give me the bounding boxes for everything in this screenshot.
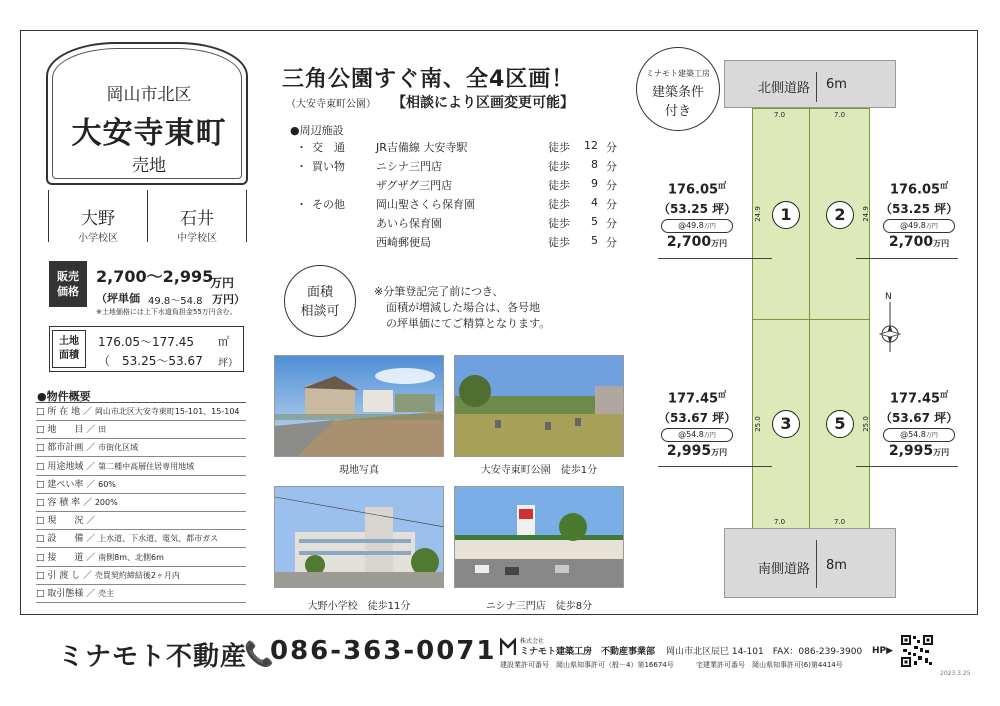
dim-upper-left: 24.9 — [753, 206, 762, 222]
dim-top-left: 7.0 — [774, 111, 786, 119]
facility-walk: 徒歩 — [548, 236, 570, 249]
overview-label: □ 引 渡 し ／ — [36, 570, 92, 581]
tsubo-price-unit: 万円） — [212, 293, 245, 306]
hp-link[interactable]: HP▶ — [872, 646, 894, 656]
facility-unit: 分 — [606, 236, 617, 249]
facility-min: 4 — [591, 196, 598, 209]
overview-value: 上水道、下水道、電気、都市ガス — [98, 534, 219, 544]
company-address: 岡山市北区辰巳 14-101 FAX：086-239-3900 — [666, 647, 863, 657]
company-prefix: 株式会社 — [520, 638, 545, 645]
north-road-width: 6m — [826, 77, 847, 92]
facility-bullet: ・ — [296, 198, 307, 211]
north-road-label: 北側道路 — [758, 81, 811, 96]
overview-value: 売買契約締結後2ヶ月内 — [94, 570, 180, 580]
overview-label: □ 取引態様 ／ — [36, 589, 96, 599]
facility-walk: 徒歩 — [548, 179, 570, 192]
facility-name: あいら保育園 — [376, 217, 442, 230]
building-condition-badge: ミナモト建築工房 建築条件 付き — [636, 47, 720, 131]
lot-area-m2: 176.05㎡ — [667, 181, 727, 198]
lot-tsubo-price: @54.8万円 — [883, 428, 955, 442]
overview-label: □ 用途地域 ／ — [36, 461, 96, 472]
land-area-label: 土地面積 — [52, 330, 86, 368]
leader-line — [856, 466, 958, 467]
lot-price: 2,995万円 — [888, 443, 950, 459]
facility-walk: 徒歩 — [548, 160, 570, 173]
overview-label: □ 建ぺい率 ／ — [36, 479, 96, 490]
supermarket-photo — [454, 486, 624, 588]
overview-value: 60% — [98, 479, 116, 489]
leader-line — [658, 258, 772, 259]
headline: 三角公園すぐ南、全4区画！ — [282, 67, 575, 92]
lot-price: 2,700万円 — [666, 234, 728, 250]
dim-lower-right: 25.0 — [861, 416, 870, 432]
facility-unit: 分 — [606, 160, 617, 173]
leader-line — [658, 466, 772, 467]
lot-5-number: 5 — [826, 410, 854, 438]
title-plate — [46, 42, 248, 185]
north-arrow-icon: N — [876, 292, 904, 354]
facility-name: ザグザグ三門店 — [376, 179, 453, 192]
price-label: 販売価格 — [49, 261, 87, 307]
overview-value: 第二種中高層住居専用地域 — [98, 461, 195, 471]
lot-area-tsubo: （53.67 坪） — [880, 411, 959, 425]
overview-row — [36, 530, 246, 548]
lot-area-tsubo: （53.67 坪） — [658, 411, 737, 425]
lot-price: 2,700万円 — [888, 234, 950, 250]
facility-walk: 徒歩 — [548, 217, 570, 230]
land-area-m2-unit: ㎡ — [218, 335, 229, 348]
park-photo — [454, 355, 624, 457]
overview-row — [36, 476, 246, 494]
facility-bullet: ・ — [296, 160, 307, 173]
supermarket-photo-caption: ニシナ三門店 徒歩8分 — [485, 601, 593, 612]
facility-name: 岡山聖さくら保育園 — [376, 198, 475, 211]
junior-high-district: 石井 中学校区 — [147, 190, 247, 242]
price-unit: 万円 — [210, 276, 235, 290]
land-area-m2: 176.05〜177.45 — [98, 335, 194, 349]
lot-price: 2,995万円 — [666, 443, 728, 459]
overview-label: □ 都市計画 ／ — [36, 443, 96, 454]
lot-1-number: 1 — [772, 201, 800, 229]
overview-row — [36, 567, 246, 585]
overview-label: □ 現 況 ／ — [36, 516, 96, 527]
qr-code-icon[interactable] — [900, 634, 934, 668]
land-area-tsubo-unit: 坪） — [218, 358, 238, 369]
school-photo-caption: 大野小学校 徒歩11分 — [307, 601, 411, 612]
phone-number[interactable]: 086-363-0071 — [270, 636, 497, 666]
facility-min: 5 — [591, 234, 598, 247]
lot-3-number: 3 — [772, 410, 800, 438]
facility-name: 西崎郵便局 — [376, 236, 431, 249]
facility-walk: 徒歩 — [548, 198, 570, 211]
dim-top-right: 7.0 — [834, 111, 846, 119]
facility-cat: 交 通 — [312, 141, 345, 154]
overview-value: 200% — [94, 498, 118, 507]
lot-tsubo-price: @54.8万円 — [661, 428, 733, 442]
overview-label: □ 地 目 ／ — [36, 425, 96, 436]
dim-upper-right: 24.9 — [861, 206, 870, 222]
facilities-title: ●周辺施設 — [290, 124, 344, 137]
facility-name: ニシナ三門店 — [376, 160, 442, 173]
site-photo-caption: 現地写真 — [339, 465, 379, 476]
issue-date: 2023.3.25 — [940, 670, 971, 677]
facility-min: 12 — [584, 139, 598, 152]
overview-label: □ 設 備 ／ — [36, 534, 96, 545]
overview-value: 岡山市北区大安寺東町15-101、15-104 — [94, 407, 240, 416]
facility-cat: 買い物 — [312, 160, 345, 173]
company-name: ミナモト建築工房 不動産事業部 — [520, 647, 656, 657]
elementary-school-district: 大野 小学校区 — [48, 190, 148, 242]
school-photo — [274, 486, 444, 588]
facility-cat: その他 — [312, 198, 345, 211]
dim-bottom-left: 7.0 — [774, 518, 786, 526]
facility-unit: 分 — [606, 217, 617, 230]
lot-tsubo-price: @49.8万円 — [661, 219, 733, 233]
lot-area-m2: 177.45㎡ — [667, 390, 727, 407]
overview-value: 市街化区域 — [98, 443, 139, 453]
overview-row — [36, 458, 246, 476]
overview-label: □ 所 在 地 ／ — [36, 407, 92, 417]
sale-type: 売地 — [132, 156, 166, 176]
overview-value: 売主 — [98, 589, 115, 598]
leader-line — [856, 258, 958, 259]
park-photo-caption: 大安寺東町公園 徒歩1分 — [480, 465, 598, 476]
license-construction: 建設業許可番号 岡山県知事許可（般－4）第16674号 — [500, 661, 674, 669]
overview-row — [36, 439, 246, 457]
lot-2-number: 2 — [826, 201, 854, 229]
overview-row — [36, 421, 246, 439]
overview-row — [36, 403, 246, 421]
tsubo-price-label: （坪単価 — [96, 292, 140, 305]
site-photo — [274, 355, 444, 457]
overview-row — [36, 494, 246, 512]
company-logo: ミナモト不動産 — [58, 642, 248, 672]
facility-walk: 徒歩 — [548, 141, 570, 154]
lot-area-m2: 177.45㎡ — [889, 390, 949, 407]
facility-unit: 分 — [606, 179, 617, 192]
price-note: ※土地価格には上下水道負担金55万円含む。 — [96, 308, 237, 316]
overview-label: □ 接 道 ／ — [36, 552, 96, 563]
area-name: 岡山市北区 — [106, 85, 192, 105]
dim-bottom-right: 7.0 — [834, 518, 846, 526]
lot-area-tsubo: （53.25 坪） — [880, 202, 959, 216]
south-road-width: 8m — [826, 558, 847, 573]
overview-value: 南側8m、北側6m — [98, 552, 164, 562]
land-area-tsubo: （ 53.25〜53.67 — [98, 354, 203, 368]
company-mark-icon — [500, 638, 516, 656]
facility-min: 5 — [591, 215, 598, 228]
price-range: 2,700〜2,995 — [96, 267, 214, 286]
south-road-label: 南側道路 — [758, 562, 811, 577]
area-consult-badge: 面積 相談可 — [284, 265, 356, 337]
park-name: （大安寺東町公園） — [286, 99, 376, 110]
consult-note: 【相談により区画変更可能】 — [392, 95, 574, 111]
license-realestate: 宅建業許可番号 岡山県知事許可(6)第4414号 — [696, 661, 843, 669]
facility-name: JR吉備線 大安寺駅 — [376, 141, 468, 154]
overview-row — [36, 585, 246, 603]
overview-row — [36, 549, 246, 567]
tsubo-price-value: 49.8〜54.8 — [148, 296, 203, 307]
overview-value: 田 — [98, 425, 107, 435]
overview-row — [36, 512, 246, 530]
facility-unit: 分 — [606, 198, 617, 211]
lot-area-m2: 176.05㎡ — [889, 181, 949, 198]
overview-label: □ 容 積 率 ／ — [36, 498, 92, 508]
lot-area-tsubo: （53.25 坪） — [658, 202, 737, 216]
facility-unit: 分 — [606, 141, 617, 154]
lot-tsubo-price: @49.8万円 — [883, 219, 955, 233]
facility-min: 9 — [591, 177, 598, 190]
town-name: 大安寺東町 — [71, 116, 227, 151]
facility-bullet: ・ — [296, 141, 307, 154]
overview-title: ●物件概要 — [37, 390, 91, 403]
phone-icon: 📞 — [244, 640, 274, 668]
area-note: ※分筆登記完了前につき、 面積が増減した場合は、各号地 の坪単価にてご精算となります。 — [374, 285, 551, 330]
dim-lower-left: 25.0 — [753, 416, 762, 432]
facility-min: 8 — [591, 158, 598, 171]
